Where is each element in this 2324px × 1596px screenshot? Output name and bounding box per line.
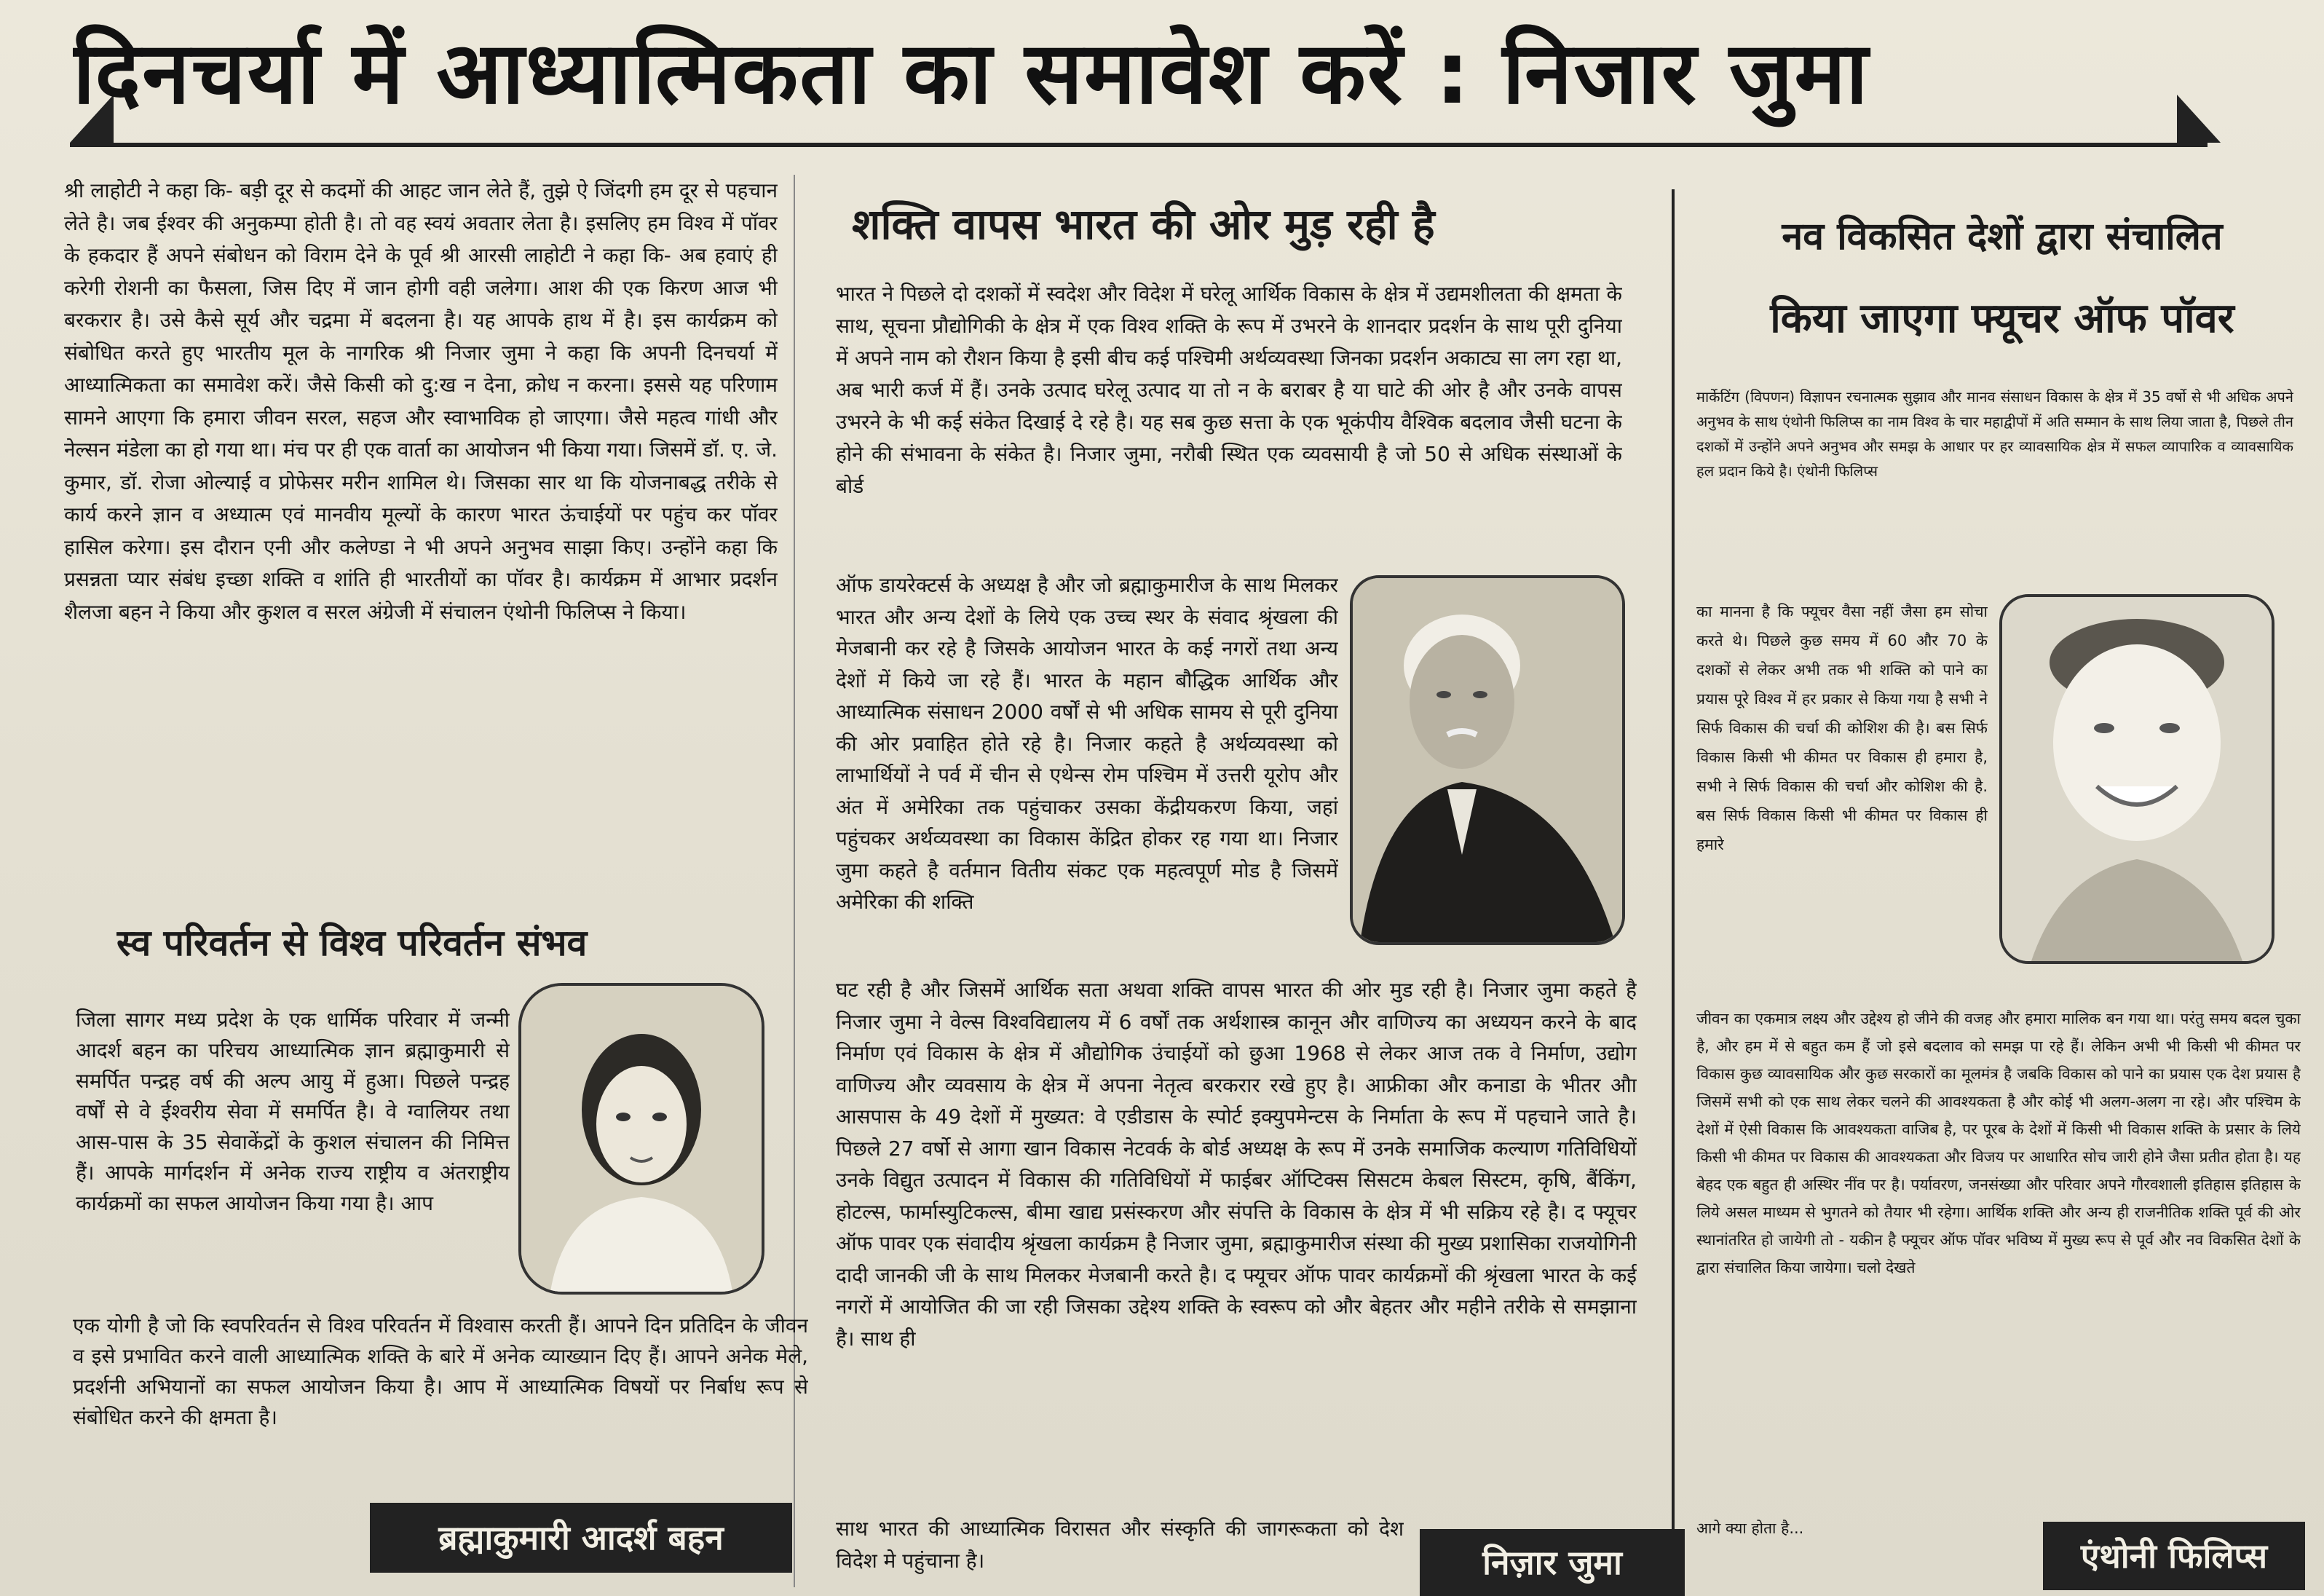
column3-text-wrap: का मानना है कि फ्यूचर वैसा नहीं जैसा हम सोचा करते थे। पिछले कुछ समय में 60 और 70 के दशकों से लेकर अभी तक भी शक्ति को पाने का प्रयास पूरे विश्व में हर प्रकार से किया गया है सभी ने सिर्फ विकास की चर्चा की कोशिश की है। बस सिर्फ विकास किसी भी कीमत पर विकास ही हमारा है, सभी ने सिर्फ विकास की चर्चा और कोशिश की है. बस सिर्फ विकास किसी भी कीमत पर विकास ही हमारे xyxy=(1696,603,1988,853)
column-divider-2 xyxy=(1672,189,1675,1596)
portrait-woman-icon xyxy=(521,986,762,1292)
column3-text-main: जीवन का एकमात्र लक्ष्य और उद्देश्य हो जीने की वजह और हमारा मालिक बन गया था। परंतु समय बदल चुका है, और हम में से बहुत कम हैं जो इसे बदलाव को समझ पा रहे हैं। लेकिन अभी भी किसी भी कीमत पर विकास कुछ व्यावसायिक और कुछ सरकारों का मूलमंत्र है जबकि विकास को पाने का प्रयास एक देश प्रयास है जिसमें सभी को एक साथ लेकर चलने की आवश्यकता है और कोई भी अलग-अलग ना रहे। और पश्चिम के देशों में ऐसी विकास कि आवश्यकता वाजिब है, पर पूरब के देशों में किसी भी विकास शक्ति के प्रसार के लिये किसी भी कीमत पर विकास की आवश्यकता और विजय पर आधारित सोच जारी होने जैसा प्रतीत होता है। यह बेहद एक बहुत ही अस्थिर नींव पर है। पर्यावरण, जनसंख्या और परिवार अपने गौरवशाली इतिहास इतिहास के लिये असल माध्यम से भुगतने को तैयार भी रहेगा। आर्थिक शक्ति और अन्य ही राजनीतिक शक्ति पूर्व की ओर स्थानांतरित हो जायेगी तो - यकीन है फ्यूचर ऑफ पॉवर भविष्य में मुख्य रूप से पूर्व और नव विकसित देशों के द्वारा संचालित किया जायेगा। चलो देखते xyxy=(1696,1010,2301,1276)
column3-title-line2: किया जाएगा फ्यूचर ऑफ पॉवर xyxy=(1770,295,2234,342)
portrait-man-smiling-icon xyxy=(2002,597,2272,961)
headline: दिनचर्या में आध्यात्मिकता का समावेश करें : निजार जुमा xyxy=(73,23,1870,123)
column1-profile-text-continued: एक योगी है जो कि स्वपरिवर्तन से विश्व परिवर्तन में विश्वास करती हैं। आपने दिन प्रतिदिन के जीवन व इसे प्रभावित करने वाली आध्यात्मिक शक्ति के बारे में अनेक व्याख्यान दिए हैं। आपने अनेक मेले, प्रदर्शनी अभियानों का सफल आयोजन किया है। आप में आध्यात्मिक विषयों पर निर्बाध रूप से संबोधित करने की क्षमता है। xyxy=(73,1313,808,1429)
column3-text-end: आगे क्या होता है... xyxy=(1696,1520,1804,1537)
portrait-man-icon xyxy=(1353,578,1622,942)
nizar-juma-photo xyxy=(1350,575,1625,945)
column1-subheading: स्व परिवर्तन से विश्व परिवर्तन संभव xyxy=(116,922,588,964)
column2-text-wrap: ऑफ डायरेक्टर्स के अध्यक्ष है और जो ब्रह्माकुमारीज के साथ मिलकर भारत और अन्य देशों के लिये एक उच्च स्थर के संवाद श्रृंखला की मेजबानी कर रहे है जिसके आयोजन भारत के कई नगरों तथा अन्य देशों में किये जा रहे हैं। भारत के महान बौद्धिक आर्थिक और आध्यात्मिक संसाधन 2000 वर्षों से भी अधिक सामय से पूरी दुनिया की ओर प्रवाहित होते रहे है। निजार कहते है अर्थव्यवस्था को लाभार्थियों ने पर्व में चीन से एथेन्स रोम पश्चिम में उत्तरी यूरोप और अंत में अमेरिका तक पहुंचाकर उसका केंद्रीयकरण किया, जहां पहुंचकर अर्थव्यवस्था का विकास केंद्रित होकर रह गया था। निजार जुमा कहते है वर्तमान वितीय संकट एक महत्वपूर्ण मोड है जिसमें अमेरिका की शक्ति xyxy=(836,573,1338,914)
anthony-phillips-photo xyxy=(1999,594,2274,964)
column1-body: श्री लाहोटी ने कहा कि- बड़ी दूर से कदमों की आहट जान लेते हैं, तुझे ऐ जिंदगी हम दूर से पहचान लेते है। जब ईश्वर की अनुकम्पा होती है। तो वह स्वयं अवतार लेता है। इसलिए हम विश्व में पॉवर के हकदार हैं अपने संबोधन को विराम देने के पूर्व श्री आरसी लाहोटी ने कहा कि- अब हवाएं ही करेगी रोशनी का फैसला, जिस दिए में जान होगी वही जलेगा। आश की एक किरण आज भी बरकरार है। उसे कैसे सूर्य और चद्रमा में बदलना है। यह आपके हाथ में है। इस कार्यक्रम को संबोधित करते हुए भारतीय मूल के नागरिक श्री निजार जुमा ने कहा कि अपनी दिनचर्या में आध्यात्मिकता का समावेश करें। जैसे किसी को दु:ख न देना, क्रोध न करना। इससे यह परिणाम सामने आएगा कि हमारा जीवन सरल, सहज और स्वाभाविक हो जाएगा। जैसे महत्व गांधी और नेल्सन मंडेला का हो गया था। मंच पर ही एक वार्ता का आयोजन भी किया गया। जिसमें डॉ. ए. जे. कुमार, डॉ. रोजा ओल्याई व प्रोफेसर मरीन शामिल थे। जिसका सार था कि योजनाबद्ध तरीके से कार्य करने ज्ञान व अध्यात्म एवं मानवीय मूल्यों के कारण भारत ऊंचाईयों पर पहुंच कर पॉवर हासिल करेगा। इस दौरान एनी और कलेण्डा ने भी अपने अनुभव साझा किए। उन्होंने कहा कि प्रसन्नता प्यार संबंध इच्छा शक्ति व शांति ही भारतीयों का पॉवर है। कार्यक्रम में आभार प्रदर्शन शैलजा बहन ने किया और कुशल व सरल अंग्रेजी में संचालन एंथोनी फिलिप्स ने किया। xyxy=(64,178,778,624)
column2-text-intro: भारत ने पिछले दो दशकों में स्वदेश और विदेश में घरेलू आर्थिक विकास के क्षेत्र में उद्यमशीलता की क्षमता के साथ, सूचना प्रौद्योगिकी के क्षेत्र में एक विश्व शक्ति के रूप में उभरने के शानदार प्रदर्शन के साथ पूरी दुनिया में अपने नाम को रौशन किया है इसी बीच कई पश्चिमी अर्थव्यवस्था जिनका प्रदर्शन अकाट्य सा लग रहा था, अब भारी कर्ज में हैं। उनके उत्पाद घरेलू उत्पाद या तो न के बराबर है या घाटे की ओर है और उनके वापस उभरने के भी कई संकेत दिखाई दे रहे है। यह सब कुछ सत्ता के एक भूकंपीय वैश्विक बदलाव जैसी घटना के होने की संभावना के संकेत है। निजार जुमा, नरौबी स्थित एक व्यवसायी है जो 50 से अधिक संस्थाओं के बोर्ड xyxy=(836,282,1622,498)
column3-text-intro: मार्केटिंग (विपणन) विज्ञापन रचनात्मक सुझाव और मानव संसाधन विकास के क्षेत्र में 35 वर्षो से भी अधिक अपने अनुभव के साथ एंथोनी फिलिप्स का नाम विश्व के चार महाद्वीपों में अति सम्मान के साथ लिया जाता है, पिछले तीन दशकों में उन्होंने अपने अनुभव और समझ के आधार पर हर व्यावसायिक क्षेत्र में सफल व्यापारिक व व्यावसायिक हल प्रदान किये है। एंथोनी फिलिप्स xyxy=(1696,388,2293,480)
adarsh-behan-photo xyxy=(518,983,764,1295)
column2-text-main: घट रही है और जिसमें आर्थिक सता अथवा शक्ति वापस भारत की ओर मुड रही है। निजार जुमा कहते है निजार जुमा ने वेल्स विश्वविद्यालय में 6 वर्षों तक अर्थशास्त्र कानून और वाणिज्य का अध्ययन करने के बाद निर्माण एवं विकास के क्षेत्र में औद्योगिक उंचाईयों को छुआ 1968 से लेकर आज तक वे निर्माण, उद्योग वाणिज्य और व्यवसाय के क्षेत्र में अपना नेतृत्व बरकरार रखे हुए है। आफ्रीका और कनाडा के भीतर औा आसपास के 49 देशों में मुख्यत: वे एडीडास के स्पोर्ट इक्युपमेन्टस के निर्माता के रूप में पहचाने जाते है। पिछले 27 वर्षो से आगा खान विकास नेटवर्क के बोर्ड अध्यक्ष के रूप में उनके समाजिक कल्याण गतिविधियों उनके विद्युत उत्पादन में विकास की गतिविधियों में फाईबर ऑप्टिक्स सिसटम केबल सिस्टम, कृषि, बैंकिंग, होटल्स, फार्मास्युटिकल्स, बीमा खाद्य प्रसंस्करण और संपत्ति के विकास के क्षेत्र में भी सक्रिय रहे है। द फ्यूचर ऑफ पावर एक संवादीय श्रृंखला कार्यक्रम है निजार जुमा, ब्रह्माकुमारीज संस्था की मुख्य प्रशासिका राजयोगिनी दादी जानकी जी के साथ मिलकर मेजबानी करते है। द फ्यूचर ऑफ पावर कार्यक्रमों की श्रृंखला भारत के कई नगरों में आयोजित की जा रही जिसका उद्देश्य शक्ति के स्वरूप को और बेहतर और महीने तरीके से समझाना है। साथ ही xyxy=(836,978,1637,1351)
column3-title-line1: नव विकसित देशों द्वारा संचालित xyxy=(1782,215,2223,258)
adarsh-behan-caption: ब्रह्माकुमारी आदर्श बहन xyxy=(370,1503,792,1573)
anthony-phillips-caption: एंथोनी फिलिप्स xyxy=(2043,1522,2305,1590)
column1-profile-text: जिला सागर मध्य प्रदेश के एक धार्मिक परिवार में जन्मी आदर्श बहन का परिचय आध्यात्मिक ज्ञान ब्रह्माकुमारी से समर्पित पन्द्रह वर्ष की अल्प आयु में हुआ। पिछले पन्द्रह वर्षों से वे ईश्वरीय सेवा में समर्पित है। वे ग्वालियर तथा आस-पास के 35 सेवाकेंद्रों के कुशल संचालन की निमित्त हैं। आपके मार्गदर्शन में अनेक राज्य राष्ट्रीय व अंतराष्ट्रीय कार्यक्रमों का सफल आयोजन किया गया है। आप xyxy=(76,1008,510,1215)
column2-text-end: साथ भारत की आध्यात्मिक विरासत और संस्कृति की जागरूकता को देश विदेश मे पहुंचाना है। xyxy=(836,1517,1404,1573)
nizar-juma-caption: निज़ार जुमा xyxy=(1420,1529,1685,1596)
column2-title: शक्ति वापस भारत की ओर मुड़ रही है xyxy=(852,200,1435,249)
